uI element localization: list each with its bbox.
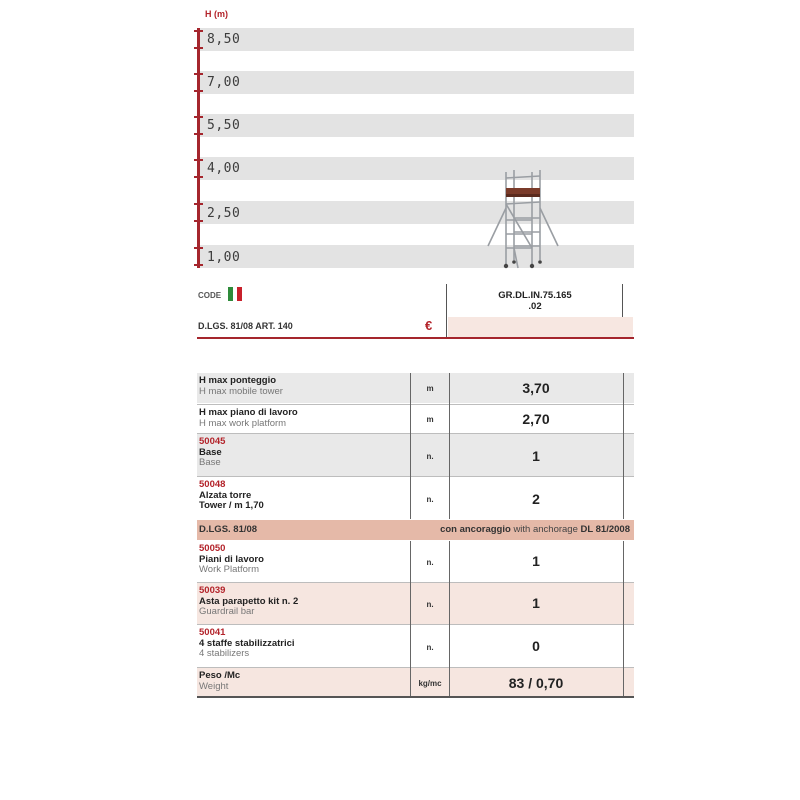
- row-code: 50039: [199, 585, 226, 596]
- height-label: 4,00: [207, 161, 241, 176]
- axis-tick: [194, 264, 203, 266]
- row-name-it: Piani di lavoro: [199, 553, 264, 565]
- code-label: CODE: [198, 291, 222, 300]
- row-name: [199, 544, 264, 576]
- row-name: [199, 376, 283, 397]
- height-band: [200, 28, 634, 51]
- height-label: 7,00: [207, 75, 241, 90]
- product-code-line: .02: [528, 301, 542, 312]
- height-band: [200, 157, 634, 180]
- column-divider: [449, 541, 450, 696]
- height-label: 5,50: [207, 118, 241, 133]
- norm-note-en: with anchorage: [513, 524, 578, 535]
- row-name-en: Guardrail bar: [199, 606, 255, 617]
- axis-tick: [194, 133, 203, 135]
- height-label: 8,50: [207, 32, 241, 47]
- row-value: 2,70: [522, 411, 550, 427]
- row-name-it: H max ponteggio: [199, 375, 277, 386]
- height-band: [200, 71, 634, 94]
- norm-note-it: con ancoraggio: [440, 524, 511, 535]
- row-name: [199, 437, 225, 469]
- row-unit: m: [426, 384, 434, 393]
- row-value: 0: [532, 638, 540, 654]
- axis-tick: [194, 90, 203, 92]
- row-name: [199, 408, 298, 429]
- column-divider: [410, 541, 411, 696]
- table-bottom-line: [197, 696, 634, 698]
- row-name-it: Asta parapetto kit n. 2: [199, 595, 299, 607]
- table-row: [197, 668, 634, 696]
- product-code: [447, 290, 623, 312]
- column-divider: [449, 373, 450, 519]
- axis-tick: [194, 247, 203, 249]
- row-unit: n.: [426, 558, 434, 567]
- table-row: [197, 405, 634, 433]
- row-code: 50041: [199, 627, 226, 638]
- norm-note-law: DL 81/2008: [580, 524, 630, 535]
- axis-tick: [194, 47, 203, 49]
- row-name-it: 4 staffe stabilizzatrici: [199, 637, 295, 649]
- height-label: 1,00: [207, 250, 241, 265]
- row-name: [199, 628, 295, 660]
- row-name-it: Alzata torre: [199, 489, 252, 501]
- row-name: [199, 480, 264, 512]
- scaffold-tower-illustration: [484, 168, 564, 272]
- table-row: [197, 434, 634, 476]
- height-band: [200, 114, 634, 137]
- row-value: 83 / 0,70: [508, 675, 564, 691]
- row-code: 50048: [199, 479, 226, 490]
- header-underline: [197, 337, 634, 339]
- column-divider: [623, 541, 624, 696]
- row-value: 1: [532, 448, 540, 464]
- row-name-it: Peso /Mc: [199, 670, 241, 681]
- row-unit: kg/mc: [418, 679, 442, 688]
- height-chart: [0, 0, 800, 280]
- price-cell: [448, 317, 633, 337]
- row-unit: n.: [426, 643, 434, 652]
- row-value: 1: [532, 595, 540, 611]
- axis-tick: [194, 176, 203, 178]
- row-value: 2: [532, 491, 540, 507]
- product-code-line: GR.DL.IN.75.165: [498, 290, 572, 301]
- row-name-en: Tower / m 1,70: [199, 500, 264, 511]
- row-name-en: Work Platform: [199, 564, 260, 575]
- height-label: 2,50: [207, 206, 241, 221]
- axis-tick: [194, 203, 203, 205]
- row-unit: n.: [426, 600, 434, 609]
- norm-label: D.LGS. 81/08 ART. 140: [198, 321, 293, 331]
- italian-flag-icon: [228, 287, 242, 301]
- axis-tick: [194, 116, 203, 118]
- row-name-en: 4 stabilizers: [199, 648, 250, 659]
- row-value: 1: [532, 553, 540, 569]
- norm-row-note: [440, 524, 630, 535]
- height-axis: [197, 28, 200, 268]
- row-name-en: H max mobile tower: [199, 385, 283, 397]
- row-unit: m: [426, 415, 434, 424]
- row-name: [199, 671, 240, 692]
- table-row: [197, 625, 634, 667]
- column-divider: [623, 373, 624, 519]
- table-row: [197, 541, 634, 582]
- table-row: [197, 583, 634, 624]
- currency-symbol: €: [425, 318, 433, 333]
- norm-row: [197, 520, 634, 540]
- table-row: [197, 477, 634, 519]
- axis-label: H (m): [205, 9, 228, 19]
- row-name-it: H max piano di lavoro: [199, 407, 298, 418]
- height-band: [200, 245, 634, 268]
- row-unit: n.: [426, 495, 434, 504]
- norm-row-label: D.LGS. 81/08: [199, 524, 258, 535]
- table-row: [197, 373, 634, 403]
- axis-tick: [194, 220, 203, 222]
- row-code: 50045: [199, 436, 226, 447]
- height-band: [200, 201, 634, 224]
- row-name-en: H max work platform: [199, 417, 287, 429]
- row-name-it: Base: [199, 446, 222, 458]
- row-unit: n.: [426, 452, 434, 461]
- row-value: 3,70: [522, 380, 550, 396]
- axis-tick: [194, 30, 203, 32]
- axis-tick: [194, 73, 203, 75]
- row-name: [199, 586, 298, 618]
- row-code: 50050: [199, 543, 226, 554]
- axis-tick: [194, 159, 203, 161]
- row-name-en: Base: [199, 457, 221, 468]
- row-name-en: Weight: [199, 680, 229, 692]
- column-divider: [410, 373, 411, 519]
